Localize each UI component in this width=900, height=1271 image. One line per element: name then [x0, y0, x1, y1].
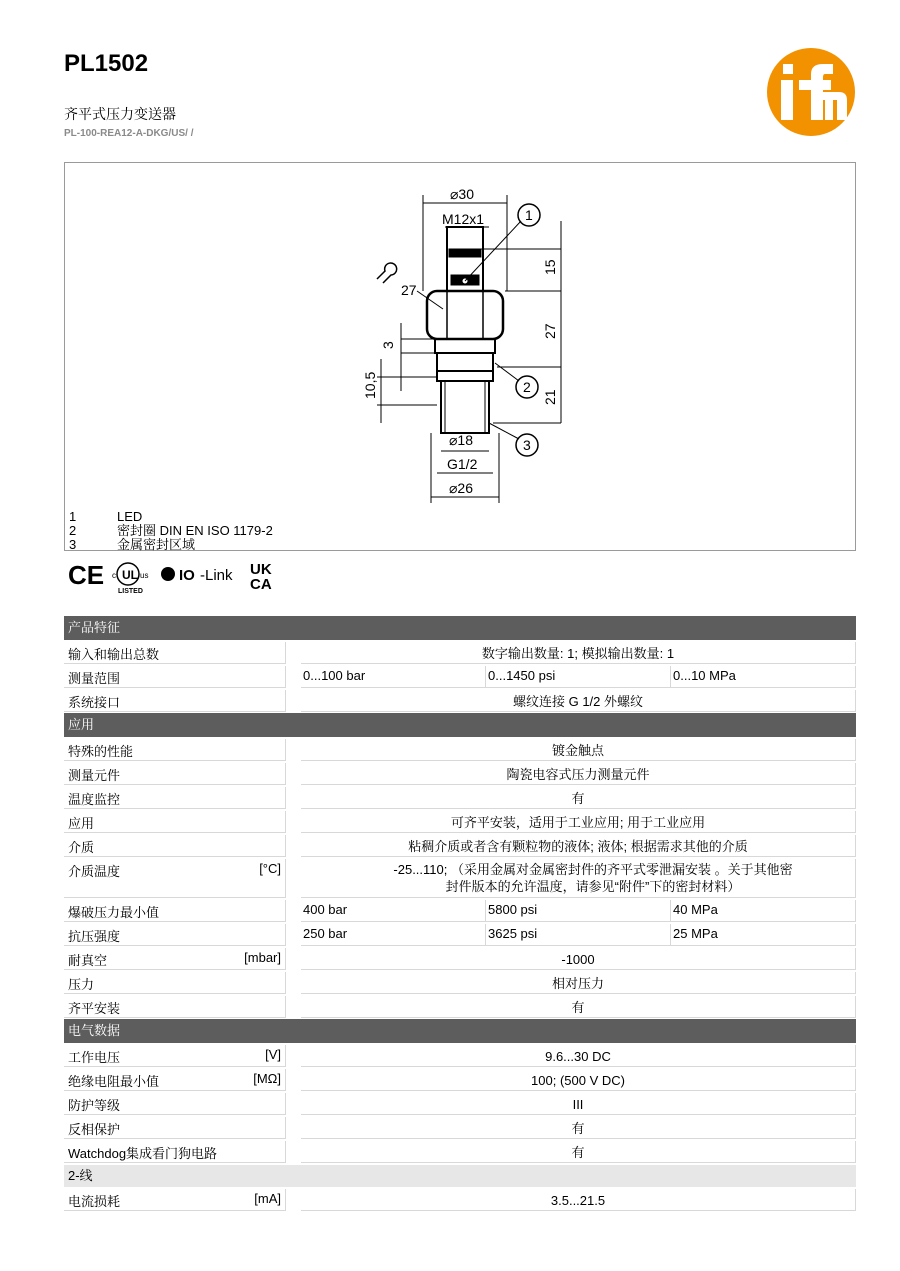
dimension-drawing-panel	[64, 162, 856, 551]
dim-3: 3	[380, 341, 396, 349]
table-row: 工作电压 [V] 9.6...30 DC	[64, 1045, 856, 1067]
legend-item: 1 LED	[69, 509, 143, 524]
dim-d26: ⌀26	[449, 480, 474, 496]
table-row: 测量元件 陶瓷电容式压力测量元件	[64, 763, 856, 785]
certification-marks	[64, 558, 304, 594]
table-row: 爆破压力最小值 400 bar 5800 psi 40 MPa	[64, 900, 856, 922]
legend-item: 2 密封圈 DIN EN ISO 1179-2	[69, 523, 273, 538]
dim-15: 15	[542, 259, 558, 275]
product-variant: PL-100-REA12-A-DKG/US/ /	[64, 128, 194, 139]
table-row: 反相保护 有	[64, 1117, 856, 1139]
table-row: 耐真空 [mbar] -1000	[64, 948, 856, 970]
table-row: 特殊的性能 镀金触点	[64, 739, 856, 761]
table-row: 介质温度 [°C] -25...110; （采用金属对金属密封件的齐平式零泄漏安装 。关于其他密封件版本的允许温度，请参见“附件”下的密封材料）	[64, 859, 856, 898]
drawing-legend	[69, 510, 273, 552]
svg-text:c: c	[112, 571, 116, 580]
sub-section-header: 2-线	[64, 1165, 856, 1187]
section-header: 产品特征	[64, 616, 856, 640]
table-row: 防护等级 III	[64, 1093, 856, 1115]
table-row: 绝缘电阻最小值 [MΩ] 100; (500 V DC)	[64, 1069, 856, 1091]
svg-text:-Link: -Link	[200, 567, 233, 584]
legend-item: 3 金属密封区域	[69, 537, 196, 552]
table-row: 应用 可齐平安装，适用于工业应用; 用于工业应用	[64, 811, 856, 833]
dim-g12: G1/2	[447, 456, 478, 472]
dim-m12: M12x1	[442, 211, 485, 227]
table-row: 齐平安装 有	[64, 996, 856, 1018]
dim-wrench-27: 27	[401, 282, 417, 298]
ukca-mark-icon: UK	[250, 561, 272, 578]
table-row: 测量范围 0...100 bar 0...1450 psi 0...10 MPa	[64, 666, 856, 688]
table-row: 电流损耗 [mA] 3.5...21.5	[64, 1189, 856, 1211]
dim-21: 21	[542, 389, 558, 405]
ifm-logo	[767, 48, 855, 136]
table-row: 系统接口 螺纹连接 G 1/2 外螺纹	[64, 690, 856, 712]
product-code: PL1502	[64, 50, 149, 77]
section-header: 应用	[64, 713, 856, 737]
svg-text:LISTED: LISTED	[118, 588, 143, 595]
iolink-icon	[161, 567, 175, 581]
callout-1: 1	[525, 207, 533, 223]
dim-d30: ⌀30	[450, 186, 475, 202]
dim-d18: ⌀18	[449, 432, 474, 448]
section-header: 电气数据	[64, 1019, 856, 1043]
ce-mark-icon: CE	[68, 560, 105, 590]
table-row: 压力 相对压力	[64, 972, 856, 994]
svg-text:IO: IO	[179, 567, 195, 584]
svg-text:us: us	[140, 571, 149, 580]
table-row: Watchdog集成看门狗电路 有	[64, 1141, 856, 1163]
spec-table	[64, 615, 856, 1211]
table-row: 输入和输出总数 数字输出数量: 1; 模拟输出数量: 1	[64, 642, 856, 664]
table-row: 介质 粘稠介质或者含有颗粒物的液体; 液体; 根据需求其他的介质	[64, 835, 856, 857]
callout-3: 3	[523, 437, 531, 453]
svg-text:UL: UL	[122, 568, 138, 582]
dimension-drawing	[362, 173, 625, 503]
wrench-icon	[377, 263, 397, 283]
callout-2: 2	[523, 379, 531, 395]
dim-10-5: 10,5	[362, 371, 378, 399]
table-row: 抗压强度 250 bar 3625 psi 25 MPa	[64, 924, 856, 946]
table-row: 温度监控 有	[64, 787, 856, 809]
dim-27: 27	[542, 323, 558, 339]
svg-text:CA: CA	[250, 576, 272, 593]
product-subtitle: 齐平式压力变送器	[64, 106, 176, 122]
